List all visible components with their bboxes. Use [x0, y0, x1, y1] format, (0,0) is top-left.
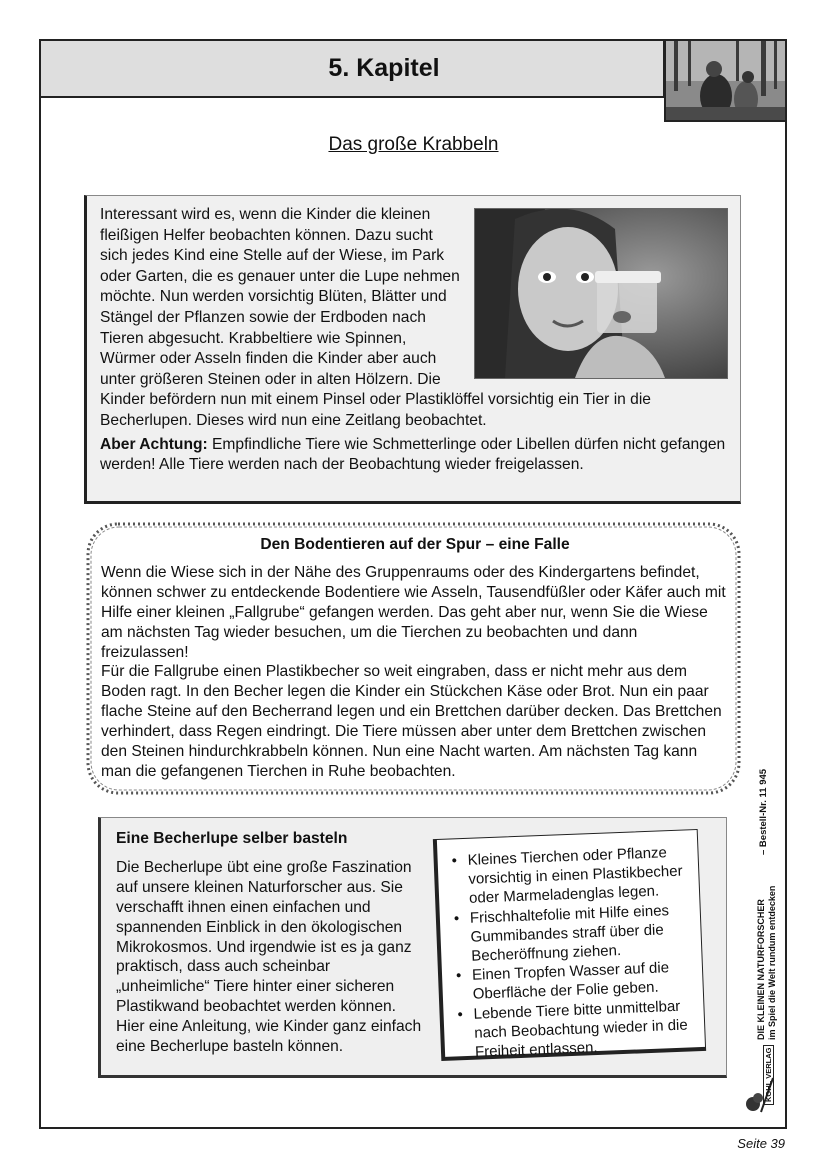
instructions-note — [433, 829, 706, 1061]
section-heading: Das große Krabbeln — [328, 134, 499, 155]
order-number: – Bestell-Nr. 11 945 — [758, 768, 769, 855]
trap-title: Den Bodentieren auf der Spur – eine Falle — [260, 536, 570, 553]
attention-text: Empfindliche Tiere wie Schmetterlinge oder Libellen dürfen nicht gefangen werden! Alle Tiere werden nach der Beobachtung wieder freigelassen. — [100, 435, 726, 474]
publisher-name: KOHL VERLAG — [763, 1045, 774, 1105]
naturalist-photo-image — [666, 41, 787, 122]
observation-paragraph: Interessant wird es, wenn die Kinder die kleinen fleißigen Helfer beobachten können. Dazu sucht sich jedes Kind eine Stelle auf der Wiese, im Park oder Garten, die es genauer unter die Lupe nehmen möchte. Nun werden vorsichtig Blüten, Blätter und Stängel der Pflanzen sowie der Erdboden nach Tieren abgesucht. Krabbeltiere wie Spinnen, Würmer oder Asseln finden die Kinder aber auch unter größeren Steinen oder in alten Hölzern. Die Kinder befördern nun mit einem Pinsel oder Plastiklöffel vorsichtig ein Tier in die Becherlupen. Dieses wird nun eine Zeitlang beobachtet. — [100, 206, 651, 429]
magnifier-text: Die Becherlupe übt eine große Faszination auf unsere kleinen Naturforscher aus. Sie verschafft ihnen einen einfachen und spannenden Einblick in den ökologischen Mikrokosmos. Und irgendwie ist es ja ganz praktisch, dass auch scheinbar „unheimliche“ Tiere hinter einer sicheren Plastikwand beobachtet werden können. Hier eine Anleitung, wie Kinder ganz einfach eine Becherlupe basteln können. — [116, 858, 422, 1056]
observation-box — [84, 195, 741, 504]
chapter-header — [39, 39, 665, 98]
page-number: Seite 39 — [737, 1136, 785, 1151]
list-item: • Einen Tropfen Wasser auf die Oberfläche der Folie geben. — [472, 957, 695, 1004]
girl-with-magnifier-photo — [474, 208, 728, 379]
list-item: • Kleines Tierchen oder Pflanze vorsichtig in einen Plastikbecher oder Marmeladenglas legen. — [467, 842, 691, 908]
header-photo — [664, 39, 787, 122]
attention-label: Aber Achtung: — [100, 435, 208, 453]
instructions-list — [437, 830, 705, 1063]
list-item: • Frischhaltefolie mit Hilfe eines Gummibandes straff über die Becheröffnung ziehen. — [470, 900, 694, 966]
trap-paragraph-2: Für die Fallgrube einen Plastikbecher so weit eingraben, dass er nicht mehr aus dem Boden ragt. In den Becher legen die Kinder ein Stückchen Käse oder Brot. Nun ein paar flache Steine auf den Becherrand legen und ein Brettchen darüber decken. Das Brettchen verhindert, dass Regen eindringt. Die Tiere müssen aber unter dem Brettchen zwischen den Steinen hindurchkrabbeln können. Nun eine Nacht warten. Am nächsten Tag kann man die gefangenen Tierchen in Ruhe beobachten. — [101, 663, 722, 780]
series-title: DIE KLEINEN NATURFORSCHER — [756, 899, 766, 1040]
chapter-title: 5. Kapitel — [328, 54, 440, 82]
magnifier-title: Eine Becherlupe selber basteln — [116, 830, 348, 847]
list-item: • Lebende Tiere bitte unmittelbar nach Beobachtung wieder in die Freiheit entlassen. — [473, 996, 697, 1062]
girl-photo-image — [475, 209, 727, 378]
series-subtitle: im Spiel die Welt rundum entdecken — [767, 885, 777, 1040]
trap-paragraph-1: Wenn die Wiese sich in der Nähe des Gruppenraums oder des Kindergartens befindet, können schwer zu entdeckende Bodentiere wie Asseln, Tausendfüßler oder Käfer auch mit Hilfe einer kleinen „Fallgrube“ gefangen werden. Das geht aber nur, wenn Sie die Wiese am nächsten Tag wieder besuchen, um die Tierchen zu beobachten und dann freizulassen! — [101, 563, 726, 661]
trap-box — [84, 520, 743, 797]
attention-paragraph — [100, 435, 730, 476]
